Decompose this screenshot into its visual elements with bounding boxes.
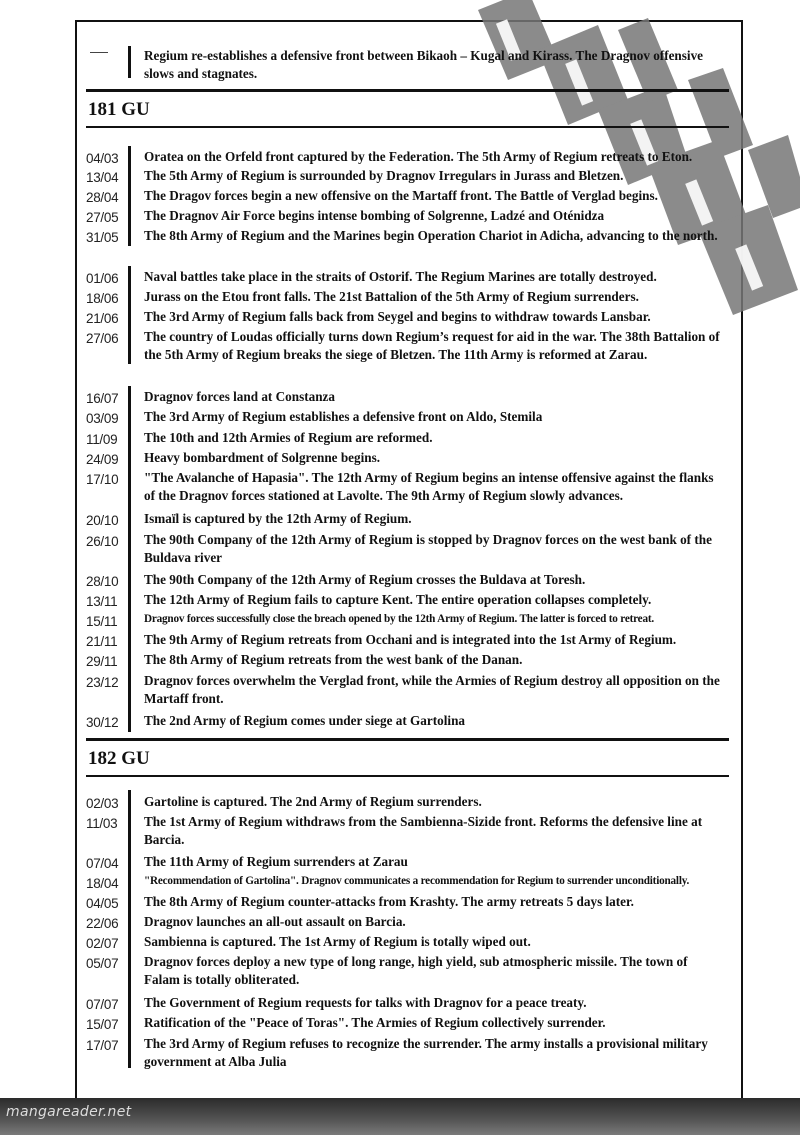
entry-text: Oratea on the Orfeld front captured by the Federation. The 5th Army of Regium retreats to Eton. [144,149,693,164]
entry-date: 04/03 [86,151,119,166]
entry-date: 18/06 [86,291,119,306]
entry-text: Gartoline is captured. The 2nd Army of Regium surrenders. [144,794,482,809]
timeline-bar-181-b [128,266,131,364]
entry-text: The 9th Army of Regium retreats from Occhani and is integrated into the 1st Army of Regium. [144,632,677,647]
entry-text: The 11th Army of Regium surrenders at Zarau [144,854,408,869]
entry-text: The 8th Army of Regium retreats from the west bank of the Danan. [144,652,523,667]
entry-date: 11/03 [86,816,118,831]
year-heading-182: 182 GU [88,748,150,769]
entry-date: 21/11 [86,634,118,649]
entry-text: The 90th Company of the 12th Army of Regium crosses the Buldava at Toresh. [144,572,586,587]
scan-credit: mangareader.net [6,1104,132,1120]
entry-date: 15/07 [86,1017,119,1032]
entry-text: Ratification of the "Peace of Toras". The Armies of Regium collectively surrender. [144,1015,606,1030]
entry-date: 20/10 [86,513,119,528]
entry-date: 18/04 [86,876,119,891]
entry-date: 27/06 [86,331,119,346]
entry-date: 27/05 [86,210,119,225]
entry-text: Dragnov forces land at Constanza [144,389,335,404]
entry-text: "The Avalanche of Hapasia". The 12th Army of Regium begins an intense offensive against the flanks of the Dragnov forces stationed at Lavolte. The 9th Army of Regium slowly advances. [144,470,714,503]
entry-date: 11/09 [86,432,118,447]
entry-text: The Dragov forces begin a new offensive on the Martaff front. The Battle of Verglad begins. [144,188,658,203]
entry-date: 24/09 [86,452,119,467]
entry-text: The 8th Army of Regium counter-attacks from Krashty. The army retreats 5 days later. [144,894,634,909]
intro-vertical-bar [128,46,131,78]
entry-text: The Government of Regium requests for talks with Dragnov for a peace treaty. [144,995,587,1010]
timeline-bar-181-c [128,386,131,732]
intro-text: Regium re-establishes a defensive front between Bikaoh – Kugal and Kirass. The Dragnov offensive slows and stagnates. [144,48,704,81]
entry-date: 07/07 [86,997,119,1012]
timeline-bar-181-a [128,146,131,246]
entry-date: 31/05 [86,230,119,245]
entry-date: 29/11 [86,654,118,669]
entry-date: 23/12 [86,675,119,690]
entry-text: Heavy bombardment of Solgrenne begins. [144,450,381,465]
entry-text: The 90th Company of the 12th Army of Regium is stopped by Dragnov forces on the west bank of the Buldava river [144,532,712,565]
entry-text: Dragnov forces successfully close the breach opened by the 12th Army of Regium. The latter is forced to retreat. [144,613,654,625]
entry-text: The 10th and 12th Armies of Regium are reformed. [144,430,433,445]
entry-text: Sambienna is captured. The 1st Army of Regium is totally wiped out. [144,934,531,949]
entry-date: 28/10 [86,574,119,589]
entry-text: "Recommendation of Gartolina". Dragnov communicates a recommendation for Regium to surrender unconditionally. [144,875,690,887]
entry-date: 17/10 [86,472,119,487]
intro-dash [90,52,108,53]
entry-date: 17/07 [86,1038,119,1053]
entry-text: The 3rd Army of Regium refuses to recognize the surrender. The army installs a provisional military government at Alba Julia [144,1036,708,1069]
entry-text: The 8th Army of Regium and the Marines begin Operation Chariot in Adicha, advancing to the north. [144,228,718,243]
entry-text: The 2nd Army of Regium comes under siege at Gartolina [144,713,466,728]
entry-date: 02/07 [86,936,119,951]
timeline-bar-182 [128,790,131,1068]
entry-text: Dragnov launches an all-out assault on Barcia. [144,914,406,929]
entry-date: 21/06 [86,311,119,326]
entry-text: Jurass on the Etou front falls. The 21st Battalion of the 5th Army of Regium surrenders. [144,289,639,304]
entry-date: 16/07 [86,391,119,406]
entry-date: 02/03 [86,796,119,811]
entry-date: 01/06 [86,271,119,286]
entry-text: The 1st Army of Regium withdraws from the Sambienna-Sizide front. Reforms the defensive line at Barcia. [144,814,703,847]
entry-date: 28/04 [86,190,119,205]
entry-text: Dragnov forces overwhelm the Verglad front, while the Armies of Regium destroy all opposition on the Martaff front. [144,673,720,706]
entry-date: 22/06 [86,916,119,931]
entry-text: The 3rd Army of Regium establishes a defensive front on Aldo, Stemila [144,409,543,424]
year-heading-181: 181 GU [88,99,150,120]
entry-text: The 3rd Army of Regium falls back from Seygel and begins to withdraw towards Lansbar. [144,309,651,324]
entry-date: 03/09 [86,411,119,426]
entry-date: 04/05 [86,896,119,911]
entry-text: Dragnov forces deploy a new type of long range, high yield, sub atmospheric missile. The town of Falam is totally obliterated. [144,954,688,987]
entry-text: The 5th Army of Regium is surrounded by Dragnov Irregulars in Jurass and Bletzen. [144,168,624,183]
section-rule-top-182 [86,738,729,741]
entry-text: Ismaïl is captured by the 12th Army of Regium. [144,511,412,526]
entry-text: Naval battles take place in the straits of Ostorif. The Regium Marines are totally destroyed. [144,269,657,284]
section-rule-top-181 [86,89,729,92]
section-rule-bottom-182 [86,775,729,777]
entry-date: 13/04 [86,170,119,185]
entry-text: The 12th Army of Regium fails to capture Kent. The entire operation collapses completely. [144,592,652,607]
section-rule-bottom-181 [86,126,729,128]
entry-text: The country of Loudas officially turns down Regium’s request for aid in the war. The 38th Battalion of the 5th Army of Regium breaks the siege of Bletzen. The 11th Army is reformed at Zarau. [144,329,720,362]
entry-date: 07/04 [86,856,119,871]
entry-date: 05/07 [86,956,119,971]
entry-text: The Dragnov Air Force begins intense bombing of Solgrenne, Ladzé and Oténidza [144,208,605,223]
entry-date: 30/12 [86,715,119,730]
entry-date: 15/11 [86,614,118,629]
entry-date: 26/10 [86,534,119,549]
entry-date: 13/11 [86,594,118,609]
